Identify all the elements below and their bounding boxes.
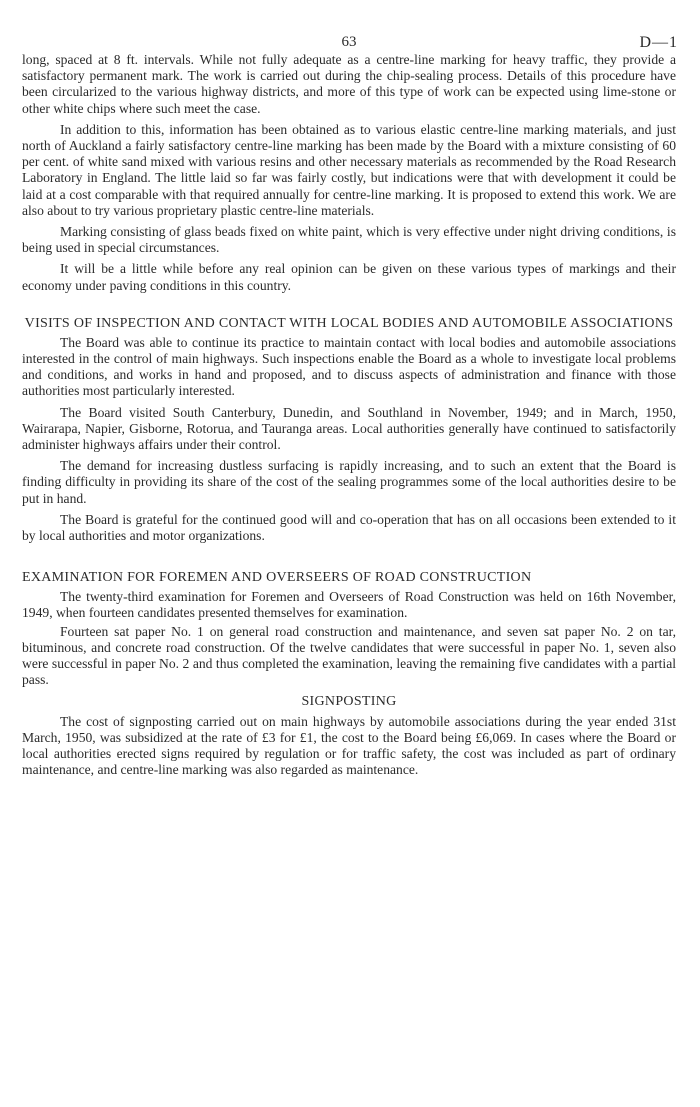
intro-block <box>22 52 676 294</box>
paragraph: long, spaced at 8 ft. intervals. While not fully adequate as a centre-line marking for heavy traffic, they provide a satisfactory permanent mark. The work is carried out during the chip-sealing process. Details of this procedure have been circularized to the various highway districts, and more of this type of work can be expected using lime-stone or other white chips where such meet the case. <box>22 52 676 116</box>
paragraph: Marking consisting of glass beads fixed on white paint, which is very effective under night driving conditions, is being used in special circumstances. <box>22 224 676 256</box>
section-visits-of-inspection <box>22 316 676 544</box>
paragraph: The Board is grateful for the continued good will and co-operation that has on all occasions been extended to it by local authorities and motor organizations. <box>22 511 676 544</box>
paragraph: In addition to this, information has been obtained as to various elastic centre-line marking materials, and just north of Auckland a fairly satisfactory centre-line marking has been made by the Board with a mixture consisting of 60 per cent. of white sand mixed with various resins and other necessary materials as recommended by the Road Research Laboratory in England. The little laid so far was fairly costly, but indications were that with development it could be laid at a cost comparable with that required annually for centre-line marking. It is proposed to extend this work. We are also about to try various proprietary plastic centre-line materials. <box>22 121 676 218</box>
section-signposting <box>22 694 676 779</box>
document-page <box>22 0 676 778</box>
section-heading: EXAMINATION FOR FOREMEN AND OVERSEERS OF ROAD CONSTRUCTION <box>22 570 532 586</box>
paragraph: The twenty-third examination for Foremen and Overseers of Road Construction was held on 16th November, 1949, when fourteen candidates presented themselves for examination. <box>22 589 676 621</box>
section-examination <box>22 570 676 688</box>
paragraph: Fourteen sat paper No. 1 on general road construction and maintenance, and seven sat paper No. 2 on tar, bituminous, and concrete road construction. Of the twelve candidates that were successful in paper No. 1, seven also were successful in paper No. 2 and thus completed the examination, leaving the remaining five candidates with a partial pass. <box>22 623 676 688</box>
paragraph: The Board visited South Canterbury, Dunedin, and Southland in November, 1949; and in March, 1950, Wairarapa, Napier, Gisborne, Rotorua, and Tauranga areas. Local authorities generally have continued to satisfactorily administer highways affairs under their control. <box>22 404 676 453</box>
section-heading: SIGNPOSTING <box>301 693 397 709</box>
page-header <box>22 0 676 52</box>
page-number: 63 <box>341 34 357 50</box>
paragraph: The cost of signposting carried out on main highways by automobile associations during the year ended 31st March, 1950, was subsidized at the rate of £3 for £1, the cost to the Board being £6,069. In cases where the Board or local authorities erected signs required by regulation or for traffic safety, the cost was included as part of ordinary maintenance, and centre-line marking was also regarded as maintenance. <box>22 713 676 778</box>
document-code: D—1 <box>639 34 678 51</box>
paragraph: The Board was able to continue its practice to maintain contact with local bodies and automobile associations interested in the control of main highways. Such inspections enable the Board as a whole to investigate local problems and conditions, and works in hand and proposed, and to discuss aspects of administration and finance with those authorities most particularly interested. <box>22 334 676 399</box>
section-heading: VISITS OF INSPECTION AND CONTACT WITH LOCAL BODIES AND AUTOMOBILE ASSOCIATIONS <box>24 315 674 331</box>
paragraph: The demand for increasing dustless surfacing is rapidly increasing, and to such an extent that the Board is finding difficulty in providing its share of the cost of the sealing programmes some of the local authorities desire to be put in hand. <box>22 458 676 506</box>
paragraph: It will be a little while before any real opinion can be given on these various types of markings and their economy under paving conditions in this country. <box>22 261 676 293</box>
